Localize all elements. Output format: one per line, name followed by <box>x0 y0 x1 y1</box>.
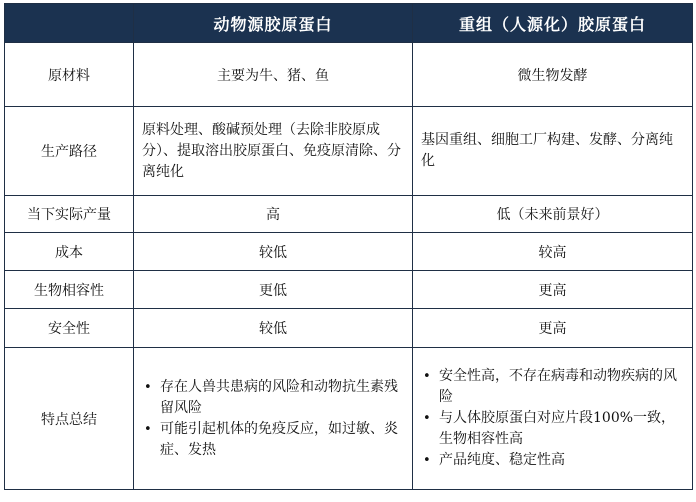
list-item: • 存在人兽共患病的风险和动物抗生素残留风险 <box>160 377 404 419</box>
header-row <box>5 4 693 43</box>
animal-cell: 高 <box>134 196 413 233</box>
animal-cell <box>134 348 413 490</box>
header-recombinant: 重组（人源化）胶原蛋白 <box>413 4 693 43</box>
table-row <box>5 348 693 490</box>
row-label: 成本 <box>5 233 134 271</box>
row-label: 安全性 <box>5 309 134 348</box>
recombinant-cell: 更高 <box>413 271 693 309</box>
recombinant-cell: 微生物发酵 <box>413 43 693 107</box>
list-item: • 可能引起机体的免疫反应，如过敏、炎症、发热 <box>160 419 404 461</box>
recombinant-points-list <box>421 366 684 471</box>
table-row <box>5 271 693 309</box>
recombinant-cell: 基因重组、细胞工厂构建、发酵、分离纯化 <box>413 107 693 196</box>
animal-cell: 较低 <box>134 309 413 348</box>
row-label: 当下实际产量 <box>5 196 134 233</box>
table-row <box>5 43 693 107</box>
recombinant-cell: 低（未来前景好） <box>413 196 693 233</box>
table-row <box>5 107 693 196</box>
list-item: • 与人体胶原蛋白对应片段100%一致，生物相容性高 <box>439 408 684 450</box>
row-label: 原材料 <box>5 43 134 107</box>
animal-cell: 主要为牛、猪、鱼 <box>134 43 413 107</box>
recombinant-cell: 较高 <box>413 233 693 271</box>
table-row <box>5 309 693 348</box>
row-label: 生物相容性 <box>5 271 134 309</box>
list-item: • 安全性高，不存在病毒和动物疾病的风险 <box>439 366 684 408</box>
row-label: 特点总结 <box>5 348 134 490</box>
animal-cell: 较低 <box>134 233 413 271</box>
comparison-table <box>4 3 693 490</box>
header-animal: 动物源胶原蛋白 <box>134 4 413 43</box>
animal-points-list <box>142 377 404 461</box>
header-corner <box>5 4 134 43</box>
table-row <box>5 233 693 271</box>
row-label: 生产路径 <box>5 107 134 196</box>
animal-cell: 原料处理、酸碱预处理（去除非胶原成分）、提取溶出胶原蛋白、免疫原清除、分离纯化 <box>134 107 413 196</box>
list-item: • 产品纯度、稳定性高 <box>439 450 684 471</box>
recombinant-cell <box>413 348 693 490</box>
animal-cell: 更低 <box>134 271 413 309</box>
table-row <box>5 196 693 233</box>
recombinant-cell: 更高 <box>413 309 693 348</box>
